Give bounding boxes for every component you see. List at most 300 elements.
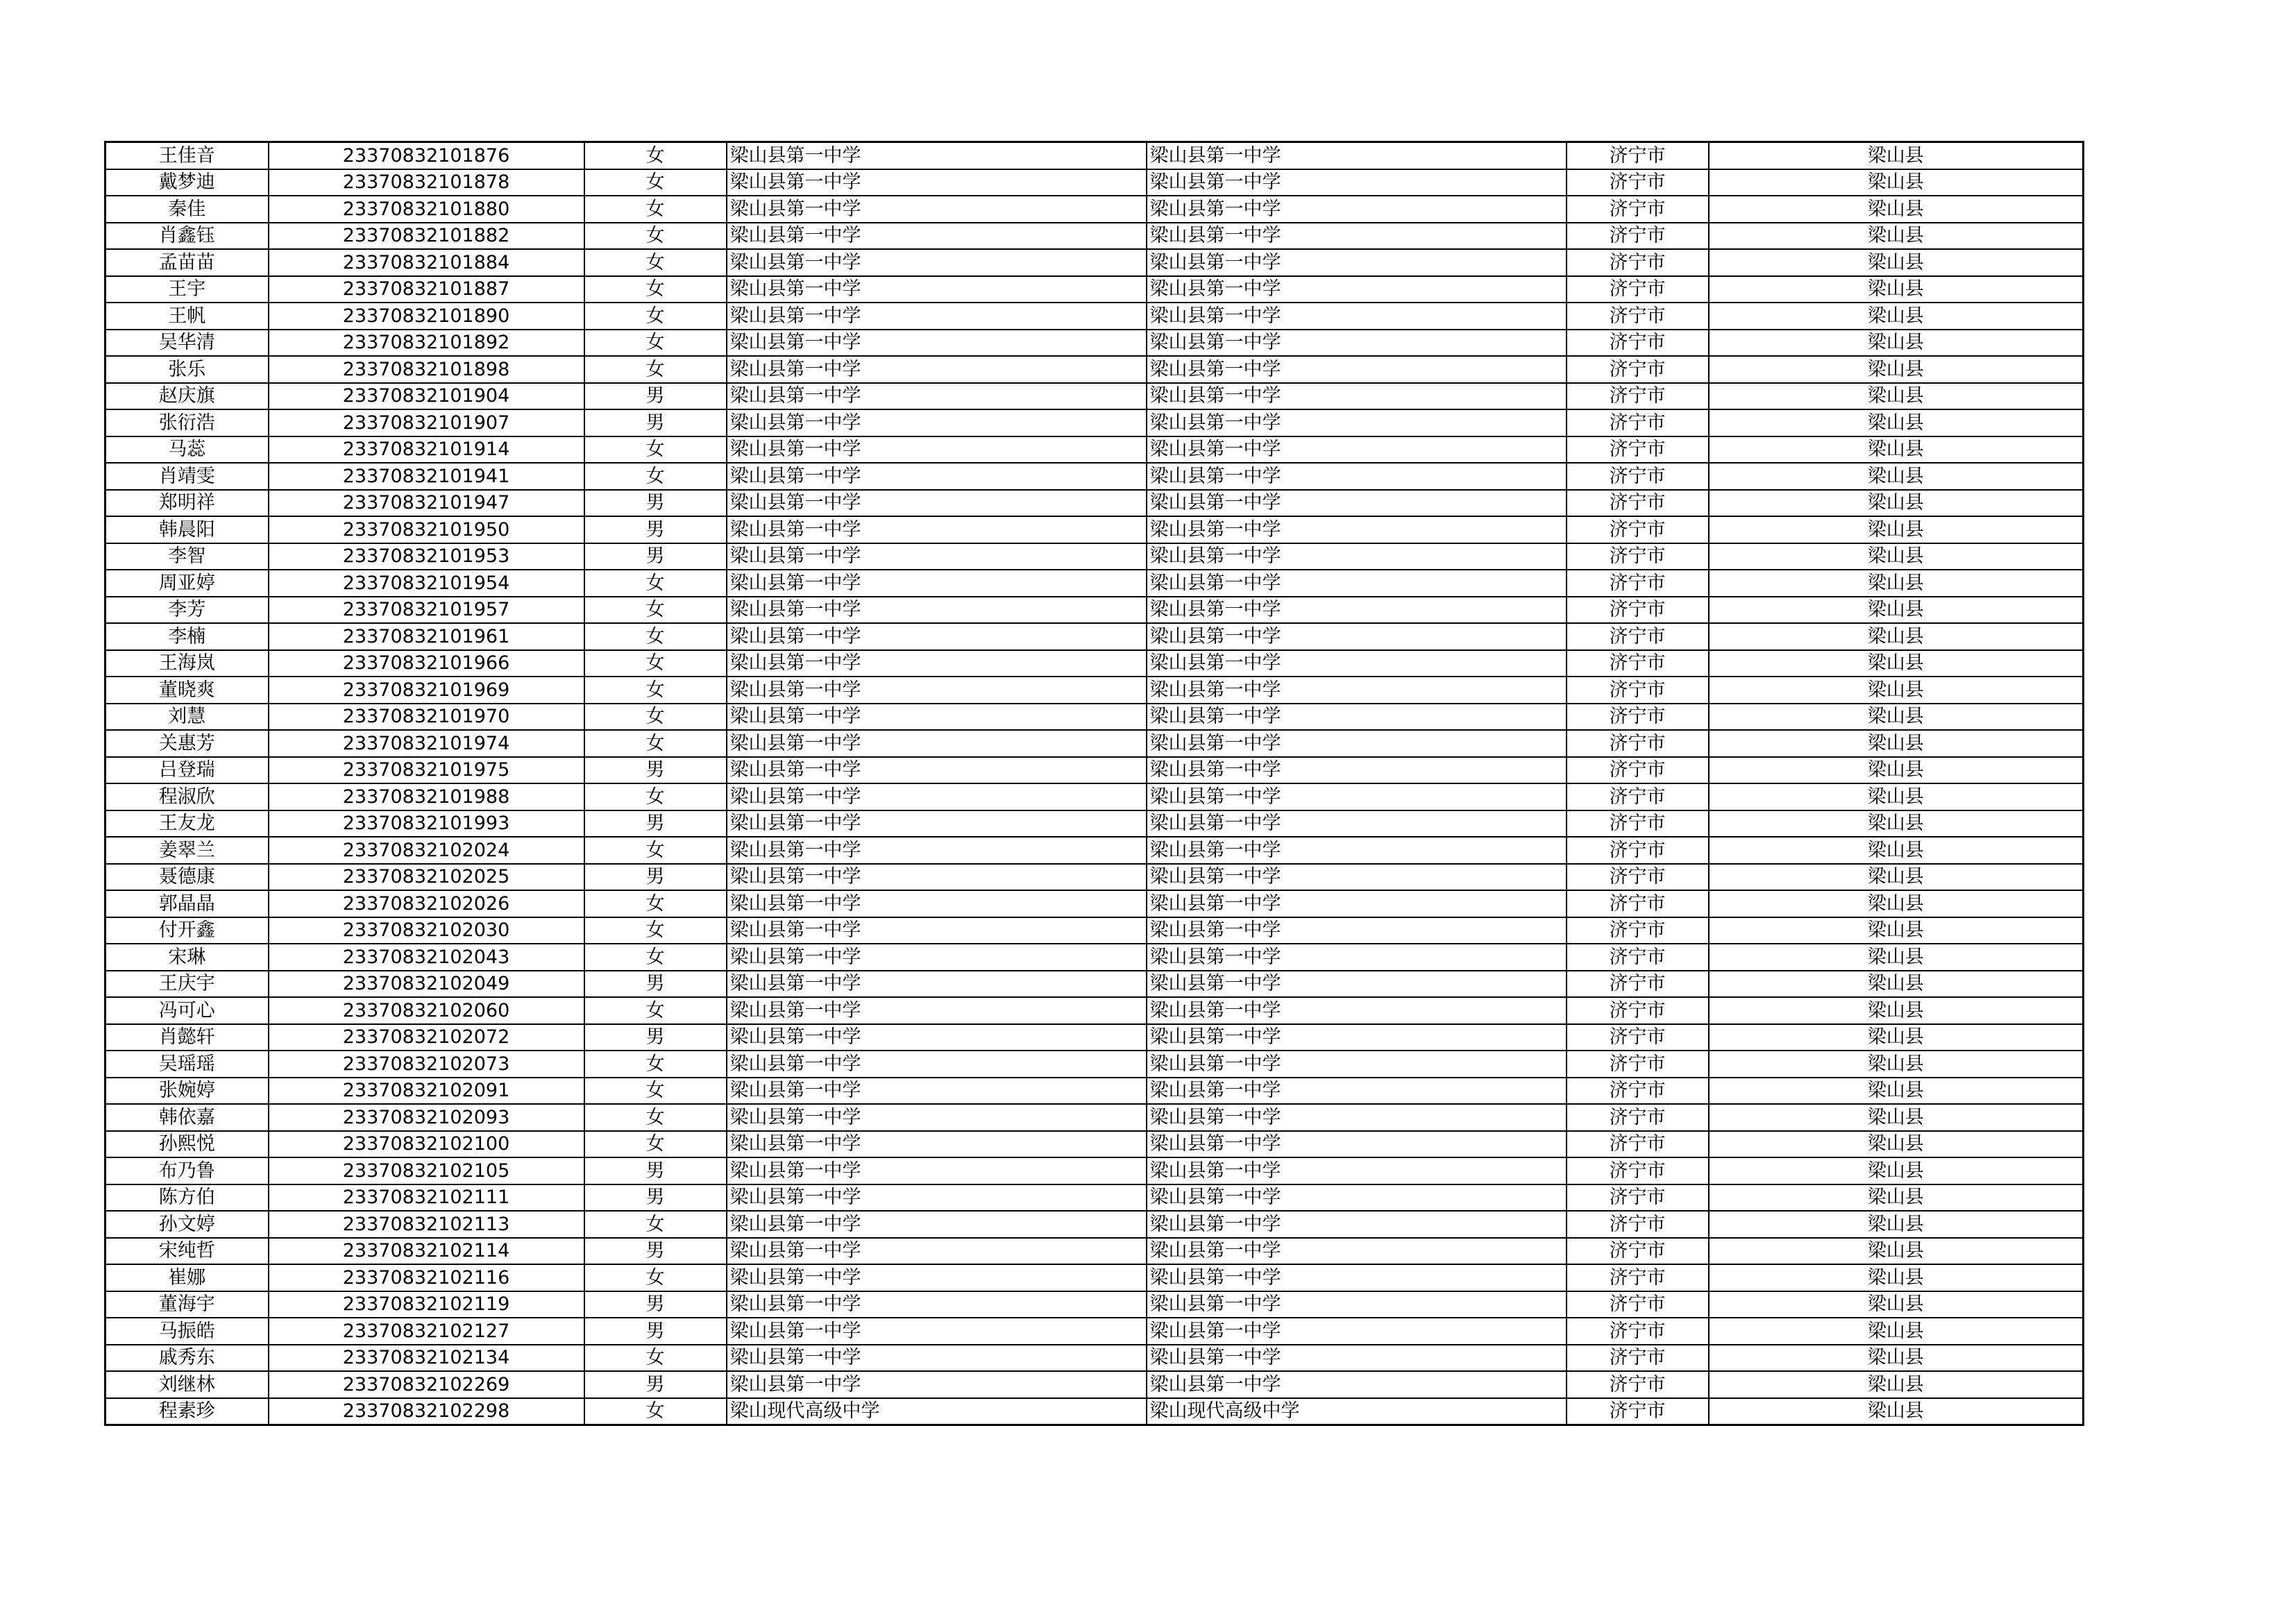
cell-gender: 女: [584, 1345, 727, 1372]
cell-city: 济宁市: [1567, 196, 1709, 223]
cell-county: 梁山县: [1709, 543, 2084, 570]
cell-county: 梁山县: [1709, 810, 2084, 838]
cell-name: 马振皓: [105, 1318, 269, 1345]
cell-city: 济宁市: [1567, 650, 1709, 677]
cell-city: 济宁市: [1567, 356, 1709, 383]
cell-city: 济宁市: [1567, 971, 1709, 998]
cell-exam-site: 梁山县第一中学: [1147, 543, 1567, 570]
cell-name: 李楠: [105, 623, 269, 650]
cell-city: 济宁市: [1567, 1184, 1709, 1212]
cell-gender: 男: [584, 516, 727, 543]
cell-school: 梁山县第一中学: [727, 543, 1147, 570]
table-row: [105, 249, 2084, 276]
cell-school: 梁山县第一中学: [727, 169, 1147, 196]
cell-city: 济宁市: [1567, 864, 1709, 891]
cell-school: 梁山县第一中学: [727, 1051, 1147, 1078]
table-row: [105, 1238, 2084, 1265]
cell-exam-site: 梁山县第一中学: [1147, 917, 1567, 944]
cell-exam-id: 23370832102100: [269, 1131, 584, 1158]
table-row: [105, 677, 2084, 704]
cell-gender: 男: [584, 757, 727, 784]
cell-county: 梁山县: [1709, 677, 2084, 704]
cell-exam-id: 23370832102072: [269, 1024, 584, 1051]
table-row: [105, 356, 2084, 383]
cell-school: 梁山县第一中学: [727, 1024, 1147, 1051]
cell-exam-site: 梁山县第一中学: [1147, 757, 1567, 784]
cell-county: 梁山县: [1709, 1318, 2084, 1345]
table-row: [105, 142, 2084, 169]
cell-exam-id: 23370832102116: [269, 1264, 584, 1291]
cell-exam-id: 23370832102119: [269, 1291, 584, 1318]
table-row: [105, 543, 2084, 570]
cell-city: 济宁市: [1567, 1131, 1709, 1158]
cell-city: 济宁市: [1567, 944, 1709, 971]
cell-city: 济宁市: [1567, 757, 1709, 784]
cell-school: 梁山县第一中学: [727, 490, 1147, 517]
cell-school: 梁山县第一中学: [727, 597, 1147, 624]
cell-exam-id: 23370832102114: [269, 1238, 584, 1265]
cell-school: 梁山县第一中学: [727, 383, 1147, 410]
cell-school: 梁山县第一中学: [727, 516, 1147, 543]
cell-name: 聂德康: [105, 864, 269, 891]
cell-city: 济宁市: [1567, 490, 1709, 517]
cell-county: 梁山县: [1709, 757, 2084, 784]
cell-name: 刘继林: [105, 1371, 269, 1398]
cell-school: 梁山县第一中学: [727, 409, 1147, 436]
cell-county: 梁山县: [1709, 1078, 2084, 1105]
cell-school: 梁山县第一中学: [727, 142, 1147, 169]
cell-school: 梁山县第一中学: [727, 1078, 1147, 1105]
cell-exam-site: 梁山县第一中学: [1147, 997, 1567, 1024]
cell-exam-site: 梁山县第一中学: [1147, 623, 1567, 650]
cell-city: 济宁市: [1567, 436, 1709, 464]
cell-gender: 男: [584, 864, 727, 891]
cell-name: 王帆: [105, 303, 269, 330]
cell-name: 张衍浩: [105, 409, 269, 436]
cell-exam-id: 23370832101966: [269, 650, 584, 677]
cell-school: 梁山县第一中学: [727, 303, 1147, 330]
cell-gender: 男: [584, 1318, 727, 1345]
cell-exam-id: 23370832101914: [269, 436, 584, 464]
cell-name: 陈方伯: [105, 1184, 269, 1212]
cell-gender: 女: [584, 436, 727, 464]
cell-gender: 男: [584, 1157, 727, 1184]
table-row: [105, 436, 2084, 464]
cell-county: 梁山县: [1709, 142, 2084, 169]
cell-gender: 女: [584, 730, 727, 757]
cell-city: 济宁市: [1567, 1104, 1709, 1131]
cell-exam-id: 23370832102113: [269, 1211, 584, 1238]
table-row: [105, 1131, 2084, 1158]
cell-school: 梁山县第一中学: [727, 1345, 1147, 1372]
cell-name: 肖鑫钰: [105, 223, 269, 250]
cell-exam-id: 23370832101876: [269, 142, 584, 169]
cell-county: 梁山县: [1709, 917, 2084, 944]
cell-exam-site: 梁山县第一中学: [1147, 864, 1567, 891]
cell-name: 韩晨阳: [105, 516, 269, 543]
cell-school: 梁山县第一中学: [727, 436, 1147, 464]
cell-exam-id: 23370832102073: [269, 1051, 584, 1078]
cell-exam-site: 梁山县第一中学: [1147, 650, 1567, 677]
table-row: [105, 944, 2084, 971]
table-row: [105, 837, 2084, 864]
cell-city: 济宁市: [1567, 1024, 1709, 1051]
cell-gender: 男: [584, 1371, 727, 1398]
cell-county: 梁山县: [1709, 597, 2084, 624]
cell-exam-id: 23370832101892: [269, 330, 584, 357]
cell-exam-id: 23370832102060: [269, 997, 584, 1024]
cell-school: 梁山县第一中学: [727, 1184, 1147, 1212]
cell-exam-site: 梁山县第一中学: [1147, 1184, 1567, 1212]
cell-name: 关惠芳: [105, 730, 269, 757]
cell-city: 济宁市: [1567, 276, 1709, 303]
cell-exam-site: 梁山县第一中学: [1147, 1131, 1567, 1158]
cell-gender: 女: [584, 223, 727, 250]
roster-body: [105, 142, 2084, 1425]
cell-county: 梁山县: [1709, 864, 2084, 891]
table-row: [105, 997, 2084, 1024]
cell-exam-id: 23370832102024: [269, 837, 584, 864]
cell-city: 济宁市: [1567, 1238, 1709, 1265]
cell-school: 梁山县第一中学: [727, 997, 1147, 1024]
cell-city: 济宁市: [1567, 169, 1709, 196]
cell-county: 梁山县: [1709, 169, 2084, 196]
cell-exam-site: 梁山县第一中学: [1147, 276, 1567, 303]
cell-county: 梁山县: [1709, 1184, 2084, 1212]
cell-county: 梁山县: [1709, 196, 2084, 223]
cell-exam-id: 23370832101941: [269, 463, 584, 490]
cell-exam-site: 梁山县第一中学: [1147, 1345, 1567, 1372]
table-row: [105, 623, 2084, 650]
cell-gender: 女: [584, 1398, 727, 1425]
table-row: [105, 971, 2084, 998]
cell-city: 济宁市: [1567, 330, 1709, 357]
cell-county: 梁山县: [1709, 890, 2084, 917]
cell-name: 程素珍: [105, 1398, 269, 1425]
cell-county: 梁山县: [1709, 330, 2084, 357]
cell-gender: 女: [584, 276, 727, 303]
cell-name: 郭晶晶: [105, 890, 269, 917]
table-row: [105, 650, 2084, 677]
cell-name: 董晓爽: [105, 677, 269, 704]
cell-county: 梁山县: [1709, 356, 2084, 383]
cell-city: 济宁市: [1567, 1078, 1709, 1105]
cell-name: 董海宇: [105, 1291, 269, 1318]
cell-name: 肖靖雯: [105, 463, 269, 490]
cell-exam-id: 23370832102093: [269, 1104, 584, 1131]
cell-city: 济宁市: [1567, 223, 1709, 250]
cell-exam-site: 梁山县第一中学: [1147, 436, 1567, 464]
cell-school: 梁山县第一中学: [727, 837, 1147, 864]
cell-city: 济宁市: [1567, 837, 1709, 864]
cell-exam-site: 梁山县第一中学: [1147, 1318, 1567, 1345]
cell-city: 济宁市: [1567, 890, 1709, 917]
cell-school: 梁山县第一中学: [727, 249, 1147, 276]
cell-school: 梁山县第一中学: [727, 330, 1147, 357]
cell-exam-site: 梁山县第一中学: [1147, 810, 1567, 838]
table-row: [105, 383, 2084, 410]
table-row: [105, 490, 2084, 517]
cell-school: 梁山县第一中学: [727, 623, 1147, 650]
cell-name: 王庆宇: [105, 971, 269, 998]
cell-name: 马蕊: [105, 436, 269, 464]
table-row: [105, 276, 2084, 303]
cell-school: 梁山县第一中学: [727, 757, 1147, 784]
cell-exam-id: 23370832101954: [269, 570, 584, 597]
cell-gender: 女: [584, 677, 727, 704]
cell-name: 张婉婷: [105, 1078, 269, 1105]
cell-county: 梁山县: [1709, 1051, 2084, 1078]
cell-city: 济宁市: [1567, 730, 1709, 757]
table-row: [105, 1157, 2084, 1184]
table-row: [105, 1024, 2084, 1051]
cell-exam-site: 梁山县第一中学: [1147, 1264, 1567, 1291]
cell-gender: 女: [584, 142, 727, 169]
cell-exam-site: 梁山县第一中学: [1147, 196, 1567, 223]
cell-exam-id: 23370832101882: [269, 223, 584, 250]
cell-county: 梁山县: [1709, 1104, 2084, 1131]
cell-city: 济宁市: [1567, 1291, 1709, 1318]
cell-name: 刘慧: [105, 704, 269, 731]
cell-gender: 女: [584, 944, 727, 971]
cell-exam-site: 梁山县第一中学: [1147, 490, 1567, 517]
cell-exam-site: 梁山县第一中学: [1147, 1371, 1567, 1398]
cell-city: 济宁市: [1567, 1157, 1709, 1184]
cell-name: 王海岚: [105, 650, 269, 677]
cell-gender: 男: [584, 1238, 727, 1265]
cell-exam-id: 23370832102105: [269, 1157, 584, 1184]
cell-gender: 男: [584, 1184, 727, 1212]
cell-gender: 女: [584, 1104, 727, 1131]
cell-school: 梁山县第一中学: [727, 1238, 1147, 1265]
cell-gender: 男: [584, 490, 727, 517]
cell-name: 王宇: [105, 276, 269, 303]
cell-city: 济宁市: [1567, 1398, 1709, 1425]
cell-school: 梁山县第一中学: [727, 1264, 1147, 1291]
cell-county: 梁山县: [1709, 276, 2084, 303]
table-row: [105, 516, 2084, 543]
table-row: [105, 223, 2084, 250]
cell-exam-site: 梁山县第一中学: [1147, 704, 1567, 731]
table-row: [105, 1398, 2084, 1425]
cell-gender: 女: [584, 890, 727, 917]
cell-school: 梁山县第一中学: [727, 1371, 1147, 1398]
table-row: [105, 409, 2084, 436]
cell-exam-id: 23370832102026: [269, 890, 584, 917]
table-row: [105, 1078, 2084, 1105]
cell-gender: 女: [584, 1078, 727, 1105]
cell-county: 梁山县: [1709, 436, 2084, 464]
cell-school: 梁山县第一中学: [727, 890, 1147, 917]
cell-exam-id: 23370832101993: [269, 810, 584, 838]
cell-city: 济宁市: [1567, 1051, 1709, 1078]
cell-school: 梁山县第一中学: [727, 944, 1147, 971]
cell-exam-site: 梁山县第一中学: [1147, 463, 1567, 490]
cell-exam-id: 23370832102043: [269, 944, 584, 971]
cell-county: 梁山县: [1709, 1264, 2084, 1291]
cell-city: 济宁市: [1567, 917, 1709, 944]
cell-exam-id: 23370832101975: [269, 757, 584, 784]
cell-school: 梁山县第一中学: [727, 704, 1147, 731]
table-row: [105, 730, 2084, 757]
cell-city: 济宁市: [1567, 1211, 1709, 1238]
cell-county: 梁山县: [1709, 249, 2084, 276]
cell-exam-site: 梁山县第一中学: [1147, 944, 1567, 971]
cell-exam-id: 23370832102298: [269, 1398, 584, 1425]
cell-city: 济宁市: [1567, 543, 1709, 570]
cell-city: 济宁市: [1567, 516, 1709, 543]
table-row: [105, 864, 2084, 891]
cell-exam-site: 梁山现代高级中学: [1147, 1398, 1567, 1425]
cell-gender: 女: [584, 169, 727, 196]
cell-gender: 女: [584, 570, 727, 597]
cell-name: 戴梦迪: [105, 169, 269, 196]
cell-county: 梁山县: [1709, 1398, 2084, 1425]
cell-exam-id: 23370832101898: [269, 356, 584, 383]
cell-city: 济宁市: [1567, 704, 1709, 731]
cell-gender: 男: [584, 409, 727, 436]
cell-city: 济宁市: [1567, 677, 1709, 704]
cell-exam-site: 梁山县第一中学: [1147, 169, 1567, 196]
cell-school: 梁山县第一中学: [727, 1157, 1147, 1184]
table-row: [105, 597, 2084, 624]
cell-school: 梁山现代高级中学: [727, 1398, 1147, 1425]
cell-exam-id: 23370832101884: [269, 249, 584, 276]
cell-school: 梁山县第一中学: [727, 196, 1147, 223]
cell-county: 梁山县: [1709, 944, 2084, 971]
cell-gender: 男: [584, 383, 727, 410]
cell-exam-site: 梁山县第一中学: [1147, 142, 1567, 169]
cell-exam-site: 梁山县第一中学: [1147, 971, 1567, 998]
table-row: [105, 463, 2084, 490]
cell-exam-site: 梁山县第一中学: [1147, 677, 1567, 704]
cell-gender: 女: [584, 623, 727, 650]
table-row: [105, 917, 2084, 944]
cell-school: 梁山县第一中学: [727, 1131, 1147, 1158]
cell-city: 济宁市: [1567, 303, 1709, 330]
cell-city: 济宁市: [1567, 142, 1709, 169]
cell-exam-id: 23370832101988: [269, 783, 584, 810]
cell-gender: 女: [584, 704, 727, 731]
cell-city: 济宁市: [1567, 1371, 1709, 1398]
cell-school: 梁山县第一中学: [727, 650, 1147, 677]
cell-exam-site: 梁山县第一中学: [1147, 356, 1567, 383]
cell-exam-site: 梁山县第一中学: [1147, 837, 1567, 864]
cell-county: 梁山县: [1709, 516, 2084, 543]
cell-county: 梁山县: [1709, 1238, 2084, 1265]
table-row: [105, 1104, 2084, 1131]
cell-city: 济宁市: [1567, 597, 1709, 624]
cell-exam-site: 梁山县第一中学: [1147, 1024, 1567, 1051]
cell-city: 济宁市: [1567, 1264, 1709, 1291]
cell-county: 梁山县: [1709, 1131, 2084, 1158]
cell-county: 梁山县: [1709, 704, 2084, 731]
cell-county: 梁山县: [1709, 383, 2084, 410]
cell-name: 孟苗苗: [105, 249, 269, 276]
cell-exam-site: 梁山县第一中学: [1147, 1051, 1567, 1078]
cell-name: 赵庆旗: [105, 383, 269, 410]
cell-name: 戚秀东: [105, 1345, 269, 1372]
cell-exam-id: 23370832102127: [269, 1318, 584, 1345]
cell-exam-site: 梁山县第一中学: [1147, 330, 1567, 357]
cell-city: 济宁市: [1567, 1318, 1709, 1345]
table-row: [105, 1051, 2084, 1078]
cell-gender: 女: [584, 917, 727, 944]
cell-gender: 女: [584, 330, 727, 357]
cell-name: 李智: [105, 543, 269, 570]
cell-gender: 女: [584, 1211, 727, 1238]
cell-gender: 男: [584, 543, 727, 570]
cell-gender: 女: [584, 783, 727, 810]
table-row: [105, 890, 2084, 917]
cell-name: 王佳音: [105, 142, 269, 169]
cell-city: 济宁市: [1567, 997, 1709, 1024]
cell-gender: 女: [584, 463, 727, 490]
cell-exam-site: 梁山县第一中学: [1147, 249, 1567, 276]
cell-city: 济宁市: [1567, 1345, 1709, 1372]
cell-school: 梁山县第一中学: [727, 917, 1147, 944]
cell-exam-id: 23370832102134: [269, 1345, 584, 1372]
cell-gender: 男: [584, 1291, 727, 1318]
cell-name: 孙文婷: [105, 1211, 269, 1238]
cell-exam-id: 23370832101974: [269, 730, 584, 757]
cell-gender: 女: [584, 837, 727, 864]
cell-name: 崔娜: [105, 1264, 269, 1291]
cell-gender: 女: [584, 1051, 727, 1078]
cell-city: 济宁市: [1567, 570, 1709, 597]
table-row: [105, 1371, 2084, 1398]
cell-county: 梁山县: [1709, 971, 2084, 998]
cell-exam-id: 23370832102269: [269, 1371, 584, 1398]
cell-exam-id: 23370832101890: [269, 303, 584, 330]
cell-school: 梁山县第一中学: [727, 810, 1147, 838]
cell-name: 程淑欣: [105, 783, 269, 810]
cell-gender: 男: [584, 810, 727, 838]
cell-exam-id: 23370832101953: [269, 543, 584, 570]
cell-gender: 女: [584, 196, 727, 223]
cell-exam-site: 梁山县第一中学: [1147, 303, 1567, 330]
table-row: [105, 783, 2084, 810]
cell-city: 济宁市: [1567, 783, 1709, 810]
cell-county: 梁山县: [1709, 1345, 2084, 1372]
cell-name: 周亚婷: [105, 570, 269, 597]
cell-school: 梁山县第一中学: [727, 276, 1147, 303]
cell-school: 梁山县第一中学: [727, 1211, 1147, 1238]
table-row: [105, 757, 2084, 784]
cell-exam-site: 梁山县第一中学: [1147, 890, 1567, 917]
cell-gender: 女: [584, 356, 727, 383]
cell-city: 济宁市: [1567, 810, 1709, 838]
cell-county: 梁山县: [1709, 1291, 2084, 1318]
cell-name: 韩依嘉: [105, 1104, 269, 1131]
cell-school: 梁山县第一中学: [727, 1291, 1147, 1318]
table-row: [105, 704, 2084, 731]
cell-exam-site: 梁山县第一中学: [1147, 570, 1567, 597]
cell-exam-id: 23370832101970: [269, 704, 584, 731]
cell-county: 梁山县: [1709, 409, 2084, 436]
cell-city: 济宁市: [1567, 623, 1709, 650]
cell-county: 梁山县: [1709, 570, 2084, 597]
cell-gender: 女: [584, 249, 727, 276]
cell-exam-id: 23370832101961: [269, 623, 584, 650]
cell-exam-site: 梁山县第一中学: [1147, 1078, 1567, 1105]
cell-name: 李芳: [105, 597, 269, 624]
cell-exam-id: 23370832102049: [269, 971, 584, 998]
cell-exam-id: 23370832101904: [269, 383, 584, 410]
cell-exam-site: 梁山县第一中学: [1147, 409, 1567, 436]
cell-exam-site: 梁山县第一中学: [1147, 597, 1567, 624]
cell-exam-id: 23370832102111: [269, 1184, 584, 1212]
